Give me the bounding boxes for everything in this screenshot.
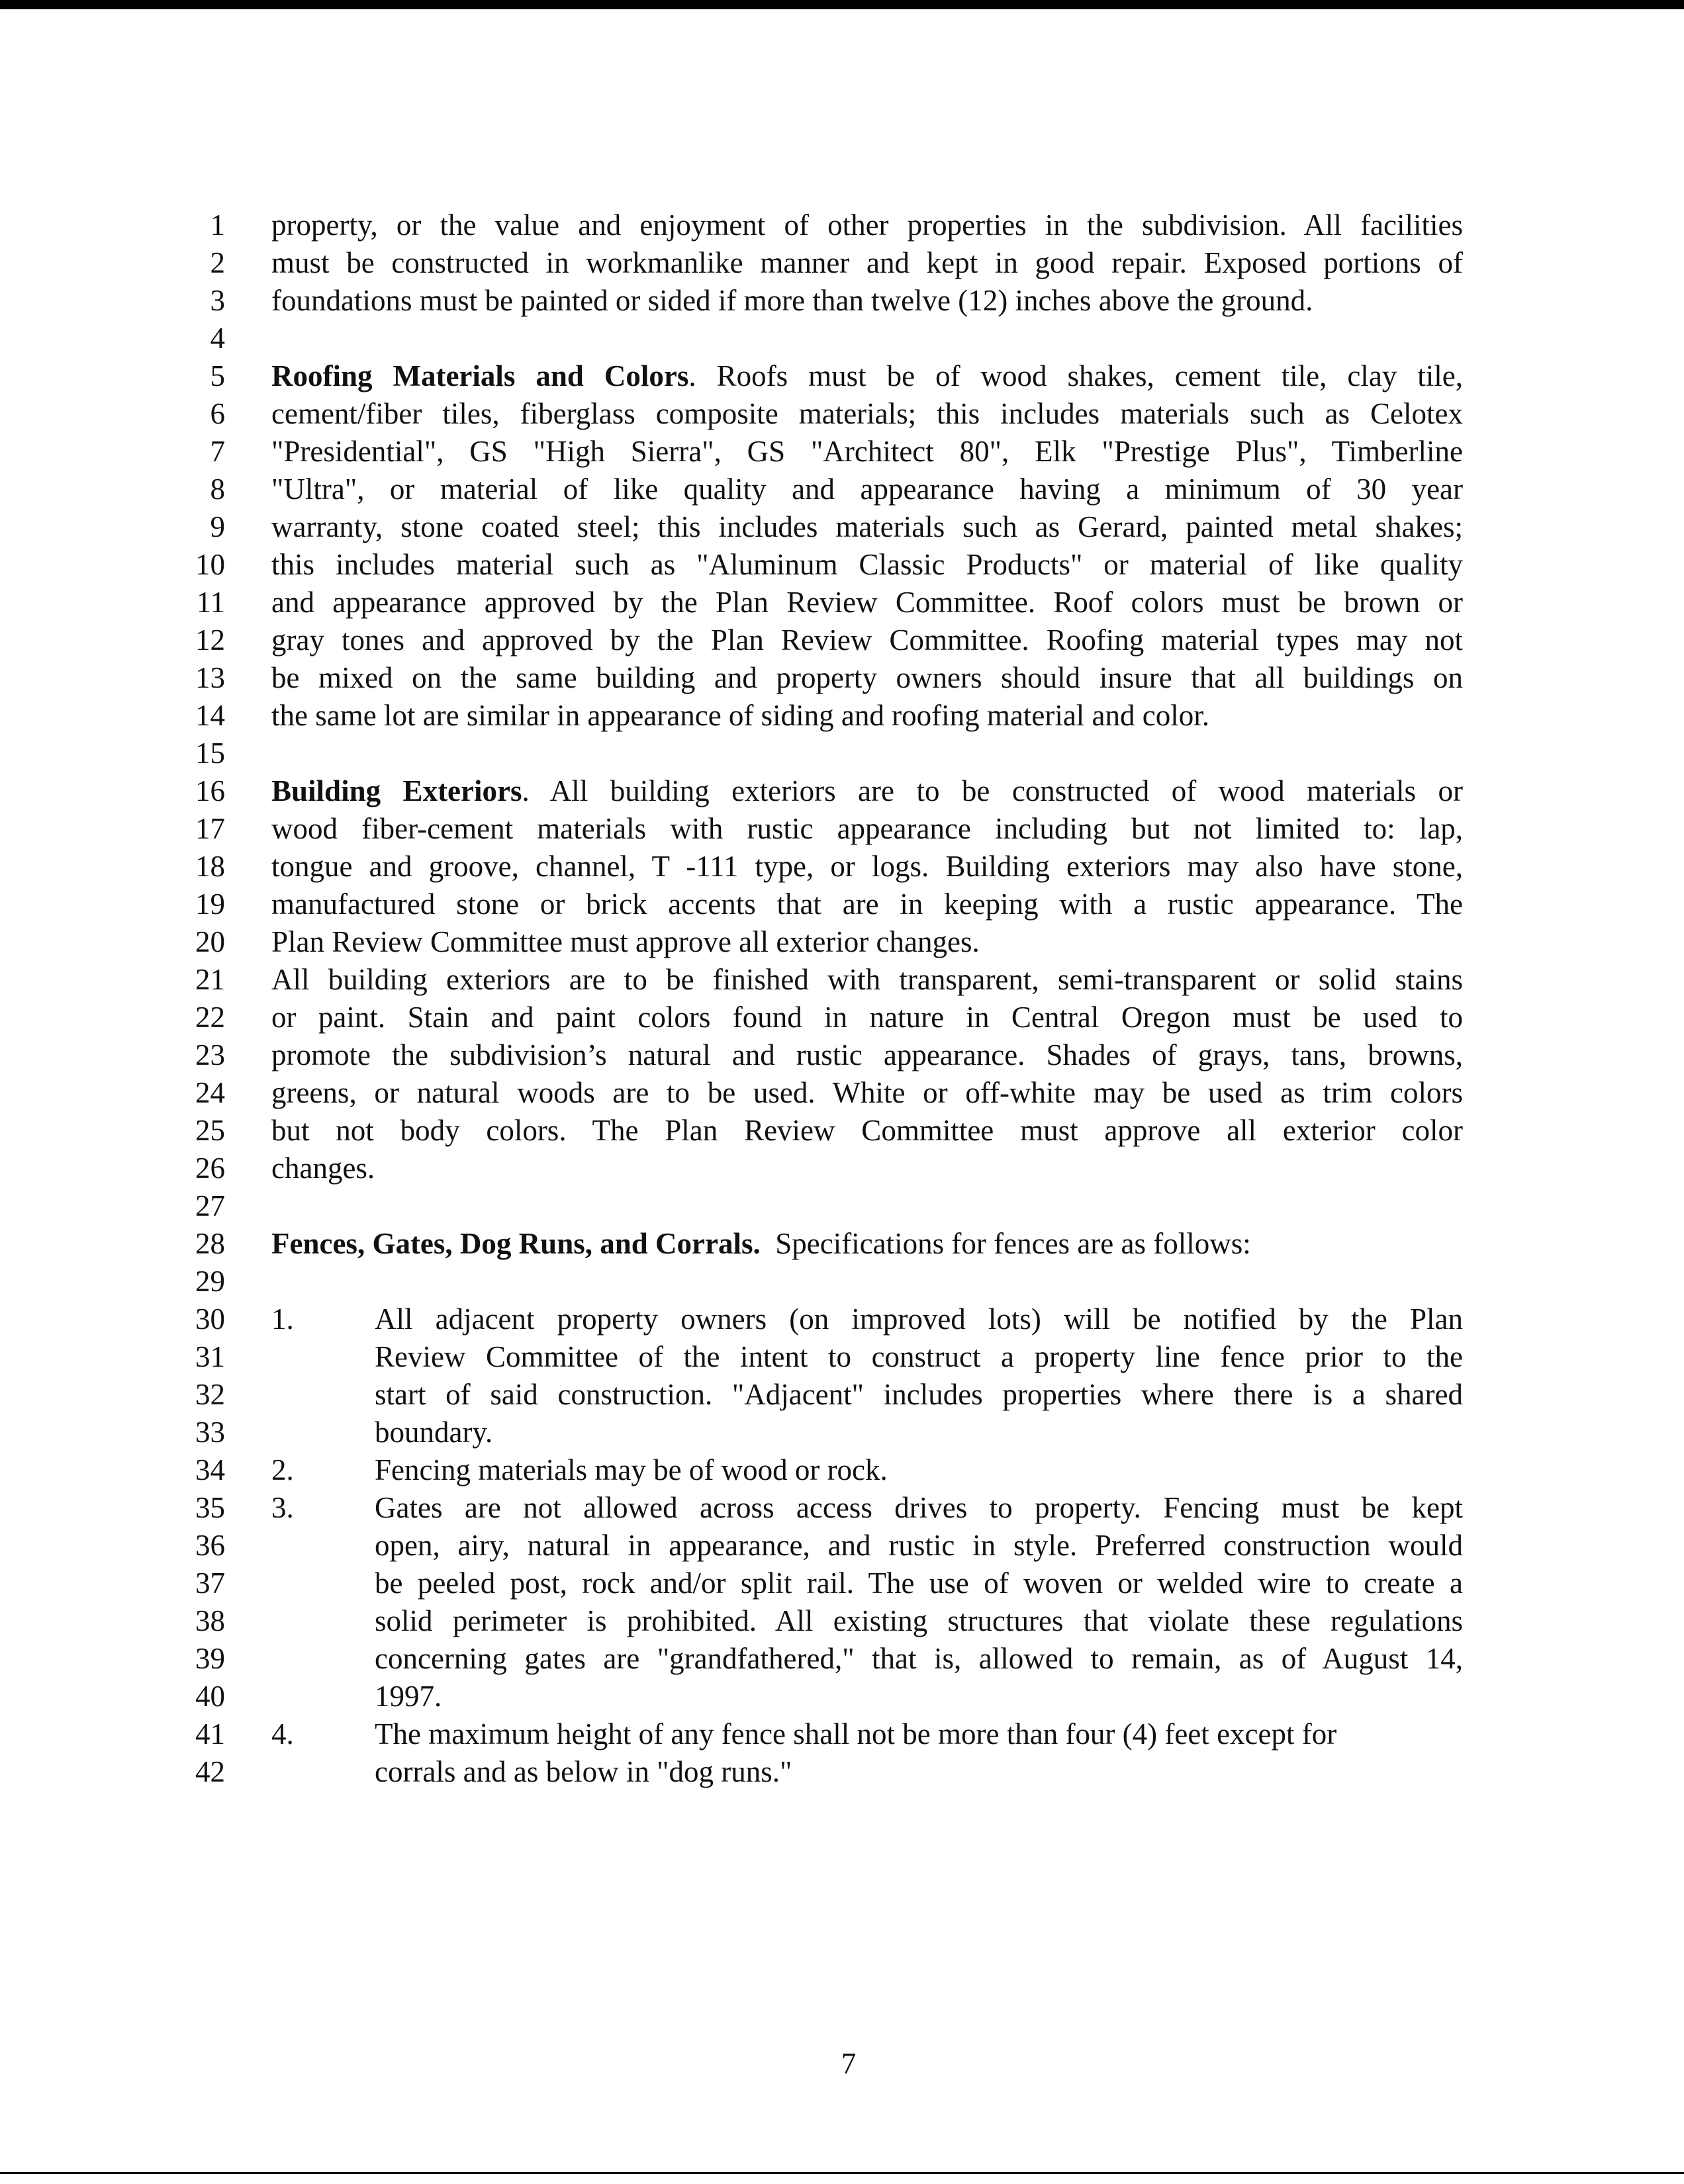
page-number: 7: [841, 2047, 857, 2080]
document-line: [0, 735, 1684, 772]
line-text: open, airy, natural in appearance, and rustic in style. Preferred construction would: [375, 1529, 1463, 1562]
document-line: [0, 621, 1684, 659]
section-heading-fences: Fences, Gates, Dog Runs, and Corrals.: [271, 1227, 761, 1260]
line-text: or paint. Stain and paint colors found in nature in Central Oregon must be used to: [271, 1001, 1463, 1034]
document-line: [0, 1527, 1684, 1565]
list-item-number: 4.: [271, 1717, 294, 1751]
document-line: [0, 1263, 1684, 1300]
document-line: [0, 923, 1684, 961]
document-line: [0, 282, 1684, 320]
document-line: [0, 1187, 1684, 1225]
line-number: 12: [195, 623, 225, 657]
line-number: 38: [195, 1604, 225, 1637]
line-text: "Ultra", or material of like quality and appearance having a minimum of 30 year: [271, 473, 1463, 506]
line-text: gray tones and approved by the Plan Review Committee. Roofing material types may not: [271, 623, 1463, 657]
line-text: this includes material such as "Aluminum Classic Products" or material of like quality: [271, 548, 1463, 581]
document-line: [0, 1338, 1684, 1376]
line-number: 27: [195, 1189, 225, 1222]
document-line: [0, 357, 1684, 395]
document-line: [0, 1376, 1684, 1414]
line-number: 13: [195, 661, 225, 694]
list-item-number: 1.: [271, 1302, 294, 1336]
document-line: [0, 1150, 1684, 1187]
document-line: [0, 1074, 1684, 1112]
line-text: boundary.: [375, 1416, 493, 1449]
document-line: [0, 546, 1684, 584]
document-line: [0, 1225, 1684, 1263]
document-line: [0, 1678, 1684, 1715]
line-text: The maximum height of any fence shall not be more than four (4) feet except for: [375, 1717, 1337, 1751]
line-number: 21: [195, 963, 225, 996]
line-number: 36: [195, 1529, 225, 1562]
document-line: [0, 584, 1684, 621]
line-number: 10: [195, 548, 225, 581]
line-text: start of said construction. "Adjacent" includes properties where there is a shared: [375, 1378, 1463, 1411]
line-number: 3: [210, 284, 225, 317]
line-number: 39: [195, 1642, 225, 1675]
line-number: 42: [195, 1755, 225, 1788]
line-number: 26: [195, 1152, 225, 1185]
line-number: 33: [195, 1416, 225, 1449]
document-line: [0, 508, 1684, 546]
line-number: 17: [195, 812, 225, 845]
bottom-scan-border: [0, 2172, 1684, 2174]
list-item-number: 3.: [271, 1491, 294, 1524]
line-text: must be constructed in workmanlike manner and kept in good repair. Exposed portions of: [271, 246, 1463, 279]
line-number: 8: [210, 473, 225, 506]
line-text: tongue and groove, channel, T -111 type, or logs. Building exteriors may also have stone,: [271, 850, 1463, 883]
line-number: 22: [195, 1001, 225, 1034]
line-number: 28: [195, 1227, 225, 1260]
line-number: 6: [210, 397, 225, 430]
document-line: [0, 1112, 1684, 1150]
document-line: [0, 1451, 1684, 1489]
document-line: [0, 1489, 1684, 1527]
document-line: [0, 772, 1684, 810]
line-text: Gates are not allowed across access drives to property. Fencing must be kept: [375, 1491, 1463, 1524]
line-text: cement/fiber tiles, fiberglass composite materials; this includes materials such as Celotex: [271, 397, 1463, 430]
line-number: 16: [195, 774, 225, 807]
line-text: All adjacent property owners (on improved lots) will be notified by the Plan: [375, 1302, 1463, 1336]
line-number: 29: [195, 1265, 225, 1298]
line-text: Plan Review Committee must approve all exterior changes.: [271, 925, 980, 958]
line-text: be peeled post, rock and/or split rail. The use of woven or welded wire to create a: [375, 1567, 1463, 1600]
line-number: 18: [195, 850, 225, 883]
line-number: 34: [195, 1453, 225, 1486]
document-line: [0, 1602, 1684, 1640]
line-number: 1: [210, 208, 225, 242]
document-line: [0, 659, 1684, 697]
line-number: 11: [196, 586, 225, 619]
line-text: "Presidential", GS "High Sierra", GS "Architect 80", Elk "Prestige Plus", Timberline: [271, 435, 1463, 468]
document-line: [0, 1300, 1684, 1338]
top-scan-border: [0, 0, 1684, 9]
line-number: 35: [195, 1491, 225, 1524]
document-line: [0, 471, 1684, 508]
line-text: foundations must be painted or sided if more than twelve (12) inches above the ground.: [271, 284, 1313, 317]
line-text: All building exteriors are to be finished with transparent, semi-transparent or solid stains: [271, 963, 1463, 996]
line-number: 32: [195, 1378, 225, 1411]
line-text: Roofing Materials and Colors. Roofs must be of wood shakes, cement tile, clay tile,: [271, 359, 1463, 392]
document-line: [0, 1414, 1684, 1451]
line-text: greens, or natural woods are to be used. White or off-white may be used as trim colors: [271, 1076, 1463, 1109]
document-line: [0, 320, 1684, 357]
line-text: manufactured stone or brick accents that are in keeping with a rustic appearance. The: [271, 887, 1463, 921]
line-number: 4: [210, 322, 225, 355]
line-text: warranty, stone coated steel; this includes materials such as Gerard, painted metal shakes;: [271, 510, 1463, 543]
line-text: corrals and as below in "dog runs.": [375, 1755, 792, 1788]
line-number: 23: [195, 1038, 225, 1071]
document-line: [0, 961, 1684, 999]
line-text: Building Exteriors. All building exteriors are to be constructed of wood materials or: [271, 774, 1463, 807]
document-line: [0, 886, 1684, 923]
document-line: [0, 206, 1684, 244]
line-text: 1997.: [375, 1680, 442, 1713]
section-heading-roofing: Roofing Materials and Colors: [271, 359, 689, 392]
document-line: [0, 433, 1684, 471]
line-text: Fencing materials may be of wood or rock.: [375, 1453, 888, 1486]
line-text: but not body colors. The Plan Review Committee must approve all exterior color: [271, 1114, 1463, 1147]
line-text: wood fiber-cement materials with rustic appearance including but not limited to: lap,: [271, 812, 1463, 845]
document-line: [0, 244, 1684, 282]
document-line: [0, 1640, 1684, 1678]
document-line: [0, 1715, 1684, 1753]
line-text: Fences, Gates, Dog Runs, and Corrals. Specifications for fences are as follows:: [271, 1227, 1251, 1260]
line-number: 24: [195, 1076, 225, 1109]
line-number: 20: [195, 925, 225, 958]
document-line: [0, 810, 1684, 848]
document-line: [0, 1753, 1684, 1791]
line-number: 37: [195, 1567, 225, 1600]
line-text: and appearance approved by the Plan Review Committee. Roof colors must be brown or: [271, 586, 1463, 619]
line-text: be mixed on the same building and property owners should insure that all buildings on: [271, 661, 1463, 694]
document-line: [0, 1565, 1684, 1602]
document-line: [0, 1036, 1684, 1074]
line-text: the same lot are similar in appearance of siding and roofing material and color.: [271, 699, 1209, 732]
line-number: 15: [195, 737, 225, 770]
document-line: [0, 848, 1684, 886]
line-number: 41: [195, 1717, 225, 1751]
document-line: [0, 697, 1684, 735]
line-number: 14: [195, 699, 225, 732]
document-line: [0, 395, 1684, 433]
list-item-number: 2.: [271, 1453, 294, 1486]
line-text: concerning gates are "grandfathered," that is, allowed to remain, as of August 14,: [375, 1642, 1463, 1675]
line-text: promote the subdivision’s natural and rustic appearance. Shades of grays, tans, browns,: [271, 1038, 1463, 1071]
line-number: 40: [195, 1680, 225, 1713]
line-text: Review Committee of the intent to construct a property line fence prior to the: [375, 1340, 1463, 1373]
line-number: 25: [195, 1114, 225, 1147]
line-number: 31: [195, 1340, 225, 1373]
line-number: 7: [210, 435, 225, 468]
line-text: solid perimeter is prohibited. All existing structures that violate these regulations: [375, 1604, 1463, 1637]
document-line: [0, 999, 1684, 1036]
line-number: 2: [210, 246, 225, 279]
line-text: property, or the value and enjoyment of other properties in the subdivision. All facilities: [271, 208, 1463, 242]
line-text: changes.: [271, 1152, 375, 1185]
line-number: 9: [210, 510, 225, 543]
line-number: 19: [195, 887, 225, 921]
line-number: 30: [195, 1302, 225, 1336]
section-heading-building-exteriors: Building Exteriors: [271, 774, 522, 807]
line-number: 5: [210, 359, 225, 392]
